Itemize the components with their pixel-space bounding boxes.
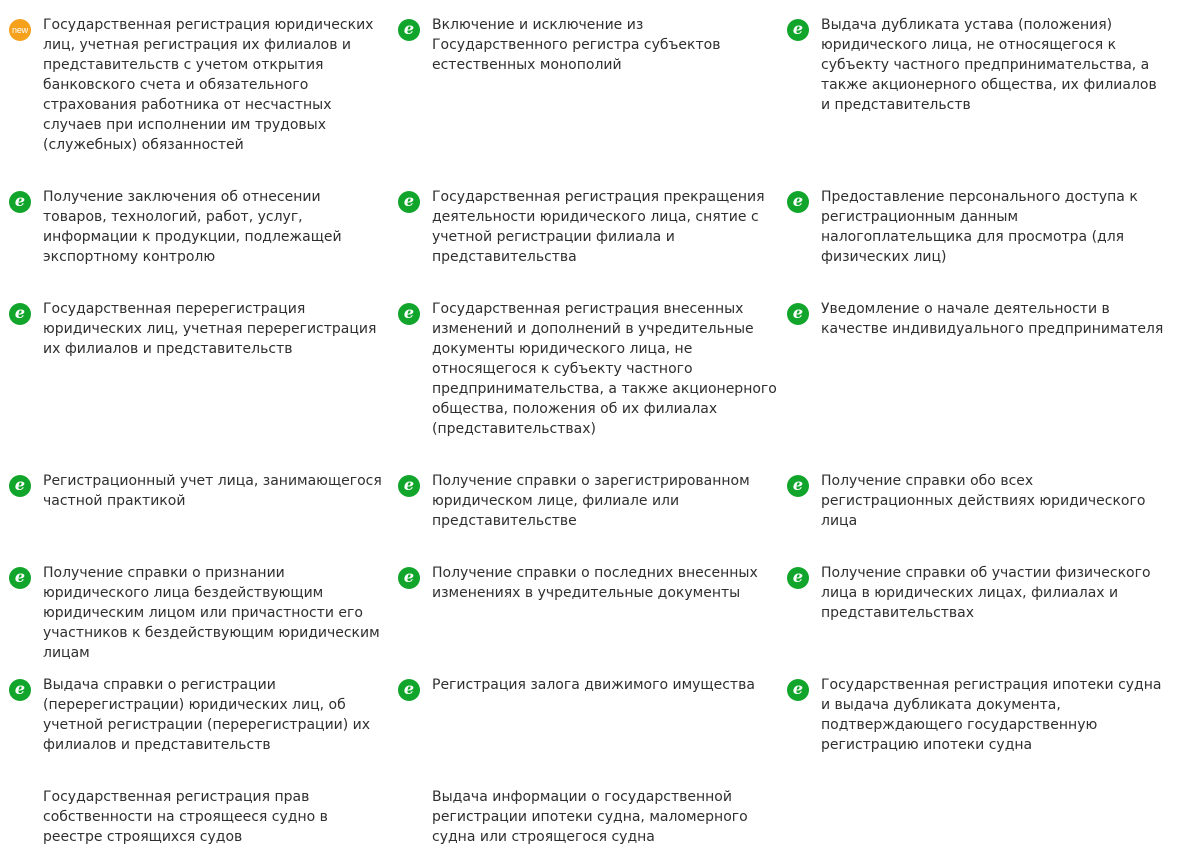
service-title: Включение и исключение из Государственного регистра субъектов естественных монополий	[432, 17, 721, 73]
e-service-icon: e	[787, 679, 809, 701]
service-title: Государственная регистрация прекращения деятельности юридического лица, снятие с учетной регистрации филиала и представительства	[432, 189, 765, 265]
e-service-icon: e	[787, 191, 809, 213]
new-badge-icon: new	[9, 19, 31, 41]
e-service-icon: e	[398, 567, 420, 589]
e-service-icon: e	[9, 679, 31, 701]
e-service-icon: e	[9, 475, 31, 497]
service-title: Выдача дубликата устава (положения) юридического лица, не относящегося к субъекту частного предпринимательства, а также акционерного общества, их филиалов и представительств	[821, 17, 1157, 113]
service-title: Выдача справки о регистрации (перерегистрации) юридических лиц, об учетной регистрации (перерегистрации) их филиалов и представительств	[43, 677, 371, 753]
e-service-icon: e	[398, 475, 420, 497]
service-title: Государственная регистрация ипотеки судна и выдача дубликата документа, подтверждающего государственную регистрацию ипотеки судна	[821, 677, 1162, 753]
service-title: Выдача информации о государственной регистрации ипотеки судна, маломерного судна или строящегося судна	[432, 789, 748, 845]
service-title: Получение справки о последних внесенных изменениях в учредительные документы	[432, 565, 758, 601]
e-service-icon: e	[787, 303, 809, 325]
e-service-icon: e	[398, 19, 420, 41]
e-service-icon: e	[787, 567, 809, 589]
service-title: Получение справки об участии физического лица в юридических лицах, филиалах и представительствах	[821, 565, 1151, 621]
service-title: Уведомление о начале деятельности в качестве индивидуального предпринимателя	[821, 301, 1164, 337]
service-title: Получение справки о зарегистрированном юридическом лице, филиале или представительстве	[432, 473, 750, 529]
service-title: Получение справки обо всех регистрационных действиях юридического лица	[821, 473, 1146, 529]
service-title: Государственная регистрация внесенных изменений и дополнений в учредительные документы юридического лица, не относящегося к субъекту частного предпринимательства, а также акционерного общества, положения об их филиалах (представительствах)	[432, 301, 777, 437]
service-title: Получение справки о признании юридического лица бездействующим юридическим лицом или причастности его участников к бездействующим юридическим лицам	[43, 565, 380, 661]
e-service-icon: e	[398, 191, 420, 213]
service-title: Предоставление персонального доступа к регистрационным данным налогоплательщика для просмотра (для физических лиц)	[821, 189, 1138, 265]
e-service-icon: e	[787, 475, 809, 497]
service-title: Регистрация залога движимого имущества	[432, 677, 755, 693]
e-service-icon: e	[787, 19, 809, 41]
service-title: Получение заключения об отнесении товаров, технологий, работ, услуг, информации к продукции, подлежащей экспортному контролю	[43, 189, 342, 265]
service-title: Государственная регистрация юридических лиц, учетная регистрация их филиалов и представительств с учетом открытия банковского счета и обязательного страхования работника от несчастных случаев при исполнении им трудовых (служебных) обязанностей	[43, 17, 374, 153]
e-service-icon: e	[398, 679, 420, 701]
e-service-icon: e	[398, 303, 420, 325]
service-title: Государственная регистрация прав собственности на строящееся судно в реестре строящихся судов	[43, 789, 328, 845]
service-title: Государственная перерегистрация юридических лиц, учетная перерегистрация их филиалов и представительств	[43, 301, 377, 357]
e-service-icon: e	[9, 191, 31, 213]
e-service-icon: e	[9, 303, 31, 325]
service-title: Регистрационный учет лица, занимающегося частной практикой	[43, 473, 382, 509]
e-service-icon: e	[9, 567, 31, 589]
